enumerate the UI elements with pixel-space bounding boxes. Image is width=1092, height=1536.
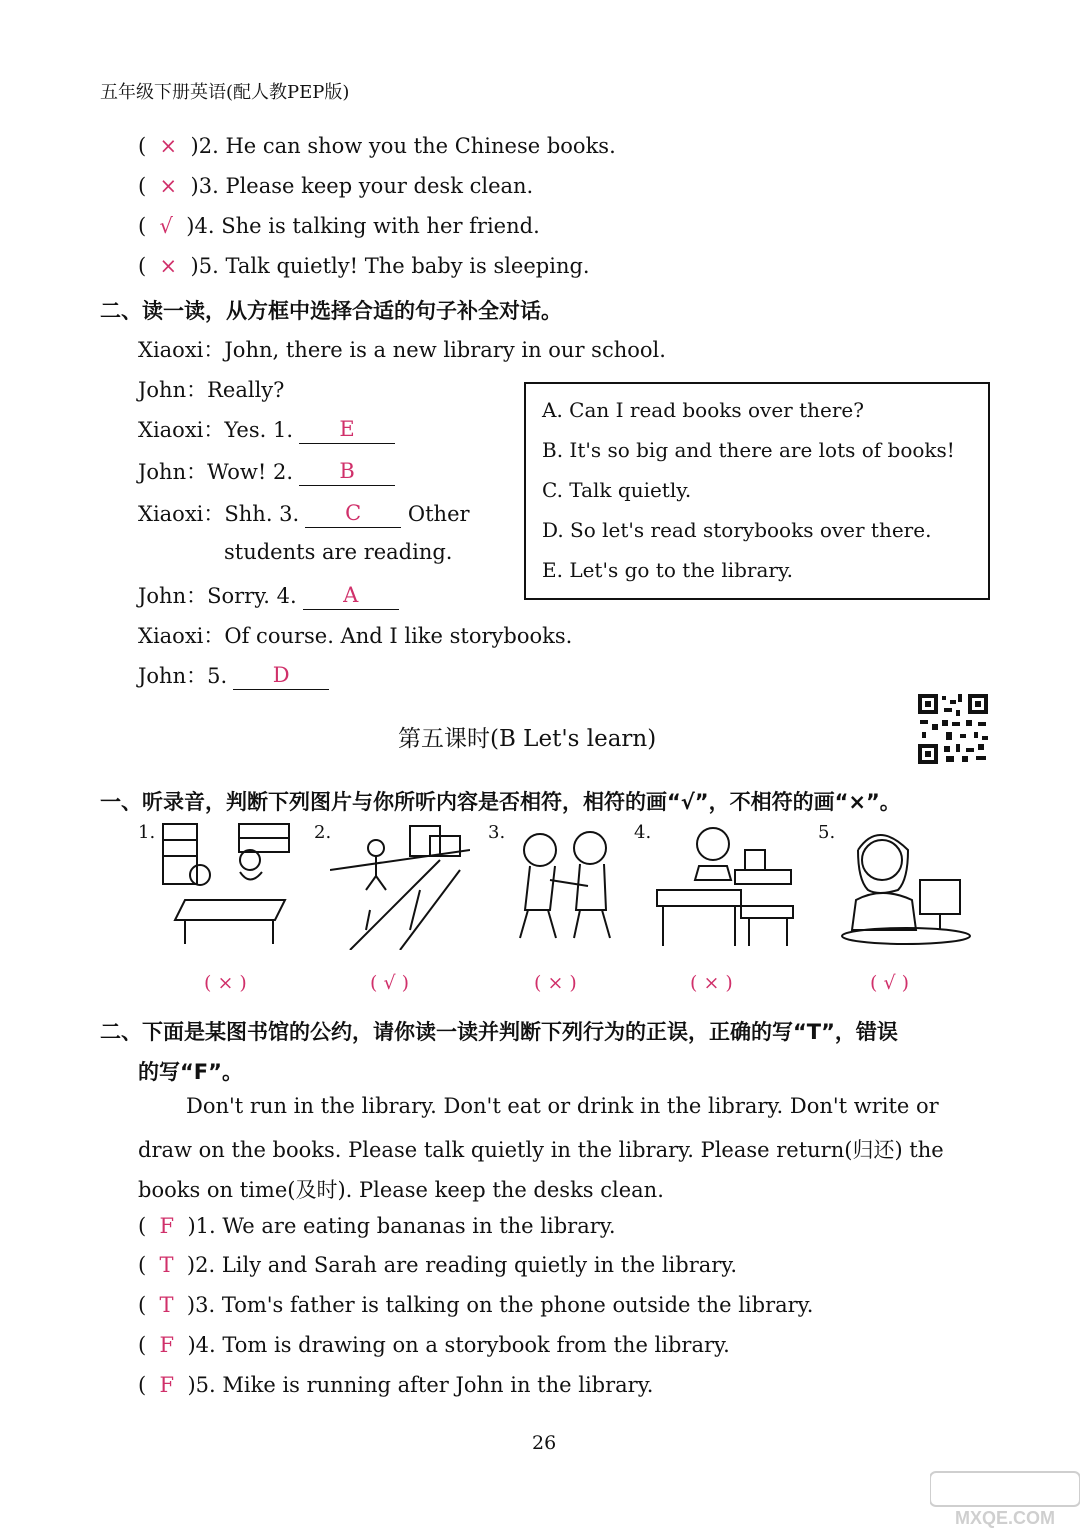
dialogue-line: Xiaoxi：John, there is a new library in our school. bbox=[138, 338, 666, 362]
options-box bbox=[524, 382, 990, 600]
answer-blank: E bbox=[299, 417, 395, 444]
picture-number: 4. bbox=[634, 822, 652, 843]
option-item: B. It's so big and there are lots of books! bbox=[542, 438, 955, 462]
dialogue-line: John：5. D bbox=[138, 660, 329, 690]
page-number: 26 bbox=[532, 1432, 557, 1454]
passage-line: Don't run in the library. Don't eat or drink in the library. Don't write or bbox=[186, 1094, 939, 1118]
answer-blank: A bbox=[303, 583, 399, 610]
dialogue-line: Xiaoxi：Shh. 3. C Other bbox=[138, 501, 470, 526]
page-header: 五年级下册英语(配人教PEP版) bbox=[100, 82, 350, 103]
list-item: ( × )5. Talk quietly! The baby is sleeping. bbox=[138, 254, 590, 278]
section-title: 二、下面是某图书馆的公约，请你读一读并判断下列行为的正误，正确的写“T”，错误 bbox=[100, 1020, 898, 1044]
dialogue-line: John：Wow! 2. B bbox=[138, 456, 395, 486]
picture-number: 1. bbox=[138, 822, 156, 843]
dialogue-line: John：Sorry. 4. A bbox=[138, 580, 399, 610]
answer-blank: B bbox=[299, 459, 395, 486]
list-item: ( × )3. Please keep your desk clean. bbox=[138, 174, 534, 198]
list-item: ( √ )4. She is talking with her friend. bbox=[138, 214, 540, 238]
section-title: 二、读一读，从方框中选择合适的句子补全对话。 bbox=[100, 299, 562, 323]
qr-code-icon bbox=[916, 692, 990, 766]
picture-answer: ( √ ) bbox=[370, 972, 410, 994]
girl-reading-desk-icon bbox=[655, 820, 795, 950]
section-title-cont: 的写“F”。 bbox=[138, 1060, 243, 1084]
picture-answer: ( × ) bbox=[534, 972, 577, 994]
girl-computer-icon bbox=[836, 820, 976, 950]
library-scene-icon bbox=[155, 820, 295, 950]
dialogue-line: John：Really? bbox=[138, 378, 285, 402]
list-item: ( F )4. Tom is drawing on a storybook from the library. bbox=[138, 1333, 730, 1357]
dialogue-line: Xiaoxi：Yes. 1. E bbox=[138, 414, 395, 444]
option-item: A. Can I read books over there? bbox=[542, 398, 864, 422]
list-item: ( F )5. Mike is running after John in the library. bbox=[138, 1373, 654, 1397]
svg-text:MXQE.COM: MXQE.COM bbox=[954, 1508, 1056, 1528]
picture-number: 2. bbox=[314, 822, 332, 843]
answer-blank: D bbox=[233, 663, 329, 690]
passage-line: books on time(及时). Please keep the desks clean. bbox=[138, 1178, 664, 1202]
picture-answer: ( × ) bbox=[204, 972, 247, 994]
list-item: ( F )1. We are eating bananas in the library. bbox=[138, 1214, 616, 1238]
lesson-title: 第五课时(B Let's learn) bbox=[398, 726, 657, 752]
dialogue-line: students are reading. bbox=[224, 540, 453, 564]
list-item: ( × )2. He can show you the Chinese books. bbox=[138, 134, 616, 158]
watermark-logo bbox=[930, 1470, 1080, 1530]
picture-answer: ( × ) bbox=[690, 972, 733, 994]
answer-blank: C bbox=[305, 501, 401, 528]
dialogue-line: Xiaoxi：Of course. And I like storybooks. bbox=[138, 624, 573, 648]
picture-number: 3. bbox=[488, 822, 506, 843]
section-title: 一、听录音，判断下列图片与你所听内容是否相符，相符的画“√”，不相符的画“×”。 bbox=[100, 790, 901, 814]
running-road-icon bbox=[330, 820, 470, 950]
passage-line: draw on the books. Please talk quietly in the library. Please return(归还) the bbox=[138, 1138, 944, 1162]
list-item: ( T )3. Tom's father is talking on the phone outside the library. bbox=[138, 1293, 814, 1317]
option-item: C. Talk quietly. bbox=[542, 478, 692, 502]
picture-answer: ( √ ) bbox=[870, 972, 910, 994]
boys-fighting-icon bbox=[510, 820, 650, 950]
picture-number: 5. bbox=[818, 822, 836, 843]
option-item: E. Let's go to the library. bbox=[542, 558, 793, 582]
option-item: D. So let's read storybooks over there. bbox=[542, 518, 932, 542]
list-item: ( T )2. Lily and Sarah are reading quietly in the library. bbox=[138, 1253, 738, 1277]
